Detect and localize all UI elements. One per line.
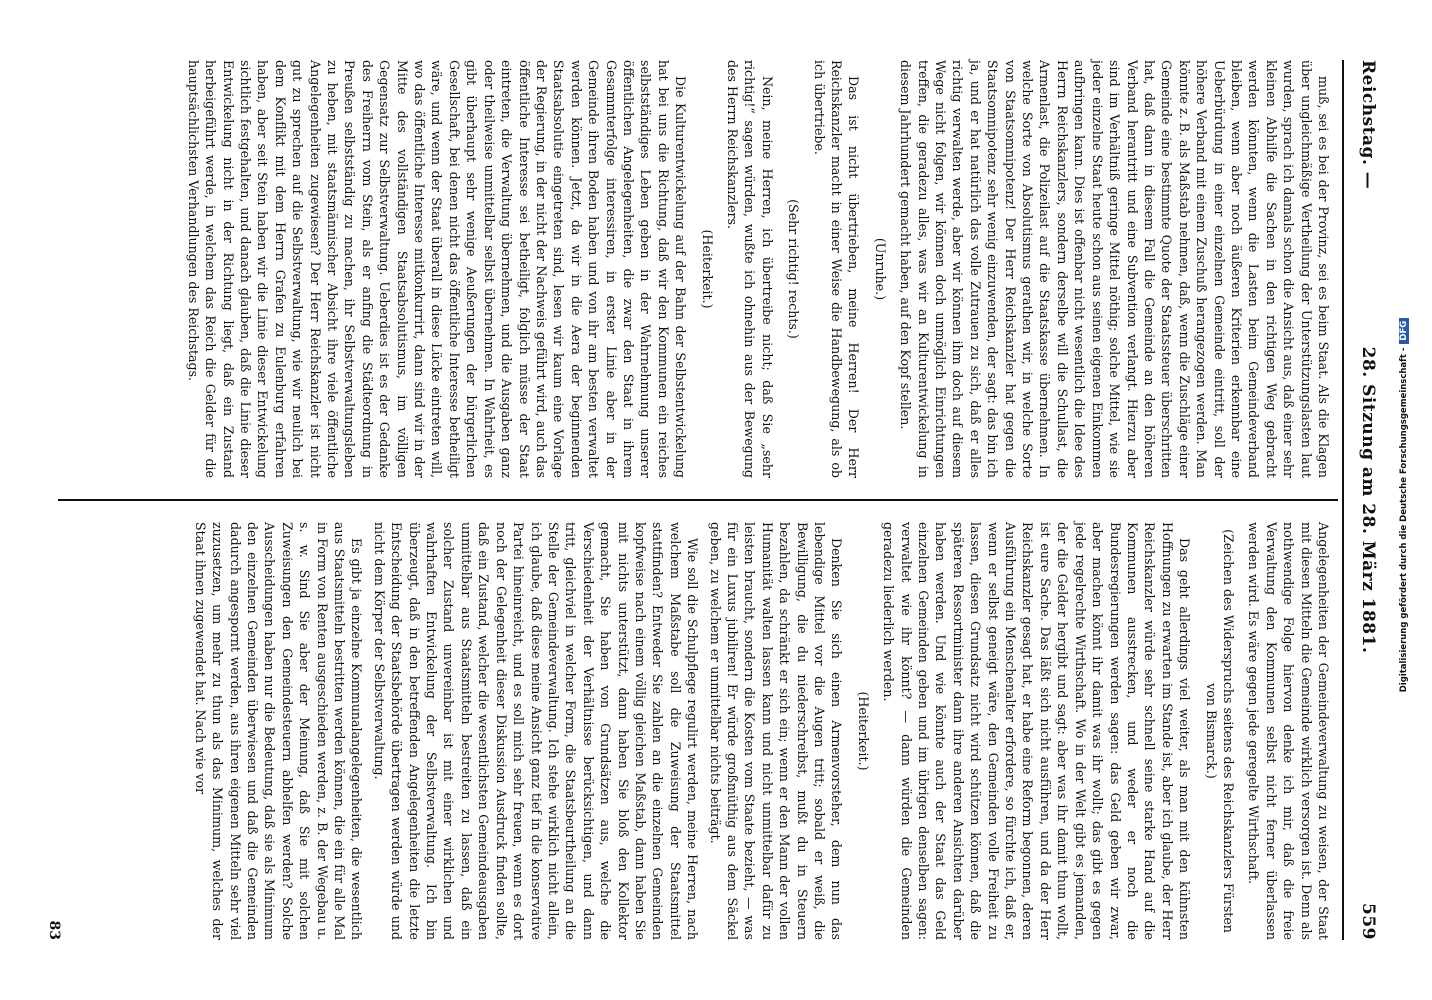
dfg-logo: DFG: [1399, 318, 1409, 344]
interjection: (Unruhe.): [872, 237, 888, 301]
paragraph: muß, sei es bei der Provinz, sei es beim Staat. Als die Klagen über ungleichmäßige Vertheilung der Unterstützungslasten laut wurden, sprach ich damals schon die Ansicht aus, daß einer sehr kleinen Abhilfe die Sachen in den richtigen Weg gebracht werden könnten, wenn die Lasten beim Gemeindeverband bleiben, wenn aber noch äußeren Kriterien erkennbar eine Ueberbürdung in einer einzelnen Gemeinde eintritt, soll der höhere Verband mit einem Zuschuß herangezogen werden. Man könnte z. B. als Maßstab nehmen, daß, wenn die Zuschläge einer Gemeinde eine bestimmte Quote der Staatssteuer überschritten hat, daß dann in diesem Fall die Gemeinde an den höheren Verband herantritt und eine Subvention verlangt. Hierzu aber sind im Verhältniß geringe Mittel nöthig; solche Mittel, wie sie jeder einzelne Staat heute schon aus seinen eigenen Einkommen aufbringen kann. Dies ist offenbar nicht wesentlich die Idee des Herrn Reichskanzlers, sondern derselbe will die Schullast, die Armenlast, die Polizeilast auf die Staatskasse übernehmen. In welche Sorte von Absolutismus gerathen wir, in welche Sorte von Staatsomnipotenz! Der Herr Reichskanzler hat gegen die Staatsomnipotenz sehr wenig einzuwenden, der sagt: das bin ich ja, und er hat natürlich das volle Zutrauen zu sich, daß er alles richtig verwalten werde, aber wir können ihm doch auf diesem Wege nicht folgen, wir können doch unmöglich Einrichtungen treffen, die geradezu alles, was wir an Kulturentwickelung in diesem Jahrhundert gemacht haben, auf den Kopf stellen.: [898, 60, 1331, 478]
header-rule: [1342, 60, 1344, 940]
paragraph: Es gibt ja einzelne Kommunalangelegenheiten, die wesentlich aus Staatsmitteln bestritten werden können, die ein für alle Mal in Form von Renten ausgeschieden werden, z. B. der Wegebau u. s. w. Sind Sie aber der Meinung, daß Sie mit solchen Zuweisungen den Gemeindesteuern abhelfen werden? Solche Ausscheidungen haben nur die Bedeutung, daß sie als Minimum den einzelnen Gemeinden überwiesen und daß die Gemeinden dadurch angespornt werden, aus ihren eigenen Mitteln sehr viel zuzusetzen, um mehr zu thun als das Minimum, welches der Staat ihnen zugewendet hat. Nach wie vor: [192, 522, 365, 940]
signature-mark: 83: [46, 920, 62, 940]
paragraph: Denken Sie sich einen Armenvorsteher, dem nun das lebendige Mittel vor die Augen tritt; sobald er weiß, die Bewilligung, die du niederschreibst, mußt du in Steuern bezahlen, da schränkt er sich ein; wenn er den Mann der vollen Humanität walten lassen kann und nicht unmittelbar dafür zu leisten braucht, sondern die Kosten vom Staate bezieht, — was für ein Luxus jubiliren! Er würde großmüthig aus dem Säckel geben, zu welchem er unmittelbar nichts beiträgt.: [707, 522, 845, 940]
paragraph: Angelegenheiten der Gemeindeverwaltung zu weisen, der Staat mit diesen Mitteln die Gemeinde wirklich versorgen ist. Denn als nothwendige Folge hiervon denke ich mir, daß die freie Verwaltung den Kommunen selbst nicht ferner überlassen werden wird. Es wäre gegen jede geregelte Wirthschaft.: [1246, 522, 1331, 940]
page-number: 559: [1358, 903, 1378, 940]
page-header: [1348, 60, 1378, 940]
header-title: 28. Sitzung am 28. März 1881.: [1358, 346, 1378, 654]
header-left: Reichstag. —: [1358, 60, 1378, 190]
paragraph: Das ist nicht übertrieben, meine Herren! Der Herr Reichskanzler macht in einer Weise die Handbewegung, als ob ich übertriebe.: [811, 60, 862, 478]
paragraph: Das geht allerdings viel weiter, als man mit den kühnsten Hoffnungen zu erwarten im Stande ist, aber ich glaube, der Herr Reichskanzler würde sehr schnell seine starke Hand auf die Kommunen ausstrecken, und weder er noch die Bundesregierungen werden sagen: das Geld geben wir zwar, aber machen könnt ihr damit was ihr wollt; das gibt es gegen jede regelrechte Wirthschaft. Wo in der Welt gibt es jemanden, der die Gelder hergibt und sagt: aber was ihr damit thun wollt, ist eure Sache. Das läßt sich nicht ausführen, und da der Herr Reichskanzler gesagt hat, er habe eine Reform begonnen, deren Ausführung ein Menschenalter erfordere, so fürchte ich, daß er, wenn er selbst geneigt wäre, den Gemeinden volle Freiheit zu lassen, diesen Grundsatz nicht wird schützen können, daß die späteren Ressortminister dann ihre anderen Ansichten darüber haben werden. Und wie könnte auch der Staat das Geld einzelnen Gemeinden geben und im übrigen denselben sagen: verwaltet wie ihr könnt? — dann würden die Gemeinden geradezu liederlich werden.: [881, 522, 1193, 940]
paragraph: Nein, meine Herren, ich übertreibe nicht; daß Sie „sehr richtig!“ sagen würden, wußte ich ohnehin aus der Bewegung des Herrn Reichskanzlers.: [725, 60, 775, 478]
column-divider: [58, 499, 1338, 501]
interjection: (Heiterkeit.): [699, 229, 715, 309]
document-page: [16, 20, 1416, 980]
right-column: [186, 522, 1332, 940]
paragraph: Wie soll die Schulpflege regulirt werden, meine Herren, nach welchem Maßstabe soll die Zuweisung der Staatsmittel stattfinden? Entweder Sie zahlen an die einzelnen Gemeinden kopfweise nach einem völlig gleichen Maßstab, dann haben Sie mit nichts unterstützt, dann haben Sie bloß den Kollektor gemacht, Sie haben von Grundsätzen aus, welche die Verschiedenheit der Verhältnisse berücksichtigen, und dann tritt, gleichviel in welcher Form, die Staatsbeurtheilung an die Stelle der Gemeindeverwaltung. Ich stehe wirklich nicht allein, ich glaube, daß diese meine Ansicht ganz tief in die konservative Partei hineinreicht, und es soll mich sehr freuen, wenn es dort noch der Gelegenheit dieser Diskussion Ausdruck finden sollte, daß ein Zustand, welcher die wesentlichsten Gemeindeausgaben unmittelbar aus Staatsmitteln bestreiten zu lassen, daß ein solcher Zustand unvereinbar ist mit einer wirklichen und wahrhaften Entwickelung der Selbstverwaltung. Ich bin überzeugt, daß in den betreffenden Angelegenheiten die letzte Entscheidung der Staatsbehörde übertragen werden würde und nicht dem Körper der Selbstverwaltung.: [371, 522, 701, 940]
paragraph: Die Kulturentwickelung auf der Bahn der Selbstentwickelung hat bei uns die Richtung, daß wir den Kommunen ein reiches selbstständiges Leben geben in der Wahrnehmung unserer öffentlichen Angelegenheiten, die zwar den Staat in ihrem Gesammterfolge interessiren, in erster Linie aber in der Gemeinde ihren Boden haben und von ihr am besten verwaltet werden können. Jetzt, da wir in die Aera der beginnenden Staatsabsolutie eingetreten sind, lesen wir kaum eine Vorlage der Regierung, in der nicht der Nachweis geführt wird, auch das öffentliche Interesse sei betheiligt, folglich müsse der Staat eintreten, die Verwaltung übernehmen, und die Ausgaben ganz oder theilweise unmittelbar selbst übernehmen. In Wahrheit, es gibt überhaupt sehr wenige Aeußerungen der bürgerlichen Gesellschaft, bei denen nicht das öffentliche Interesse betheiligt wäre, und wenn der Staat überall in diese Lücke eintreten will, wo das öffentliche Interesse mitkonkurrirt, dann sind wir in der Mitte des vollständigen Staatsabsolutismus, im völligen Gegensatz zur Selbstverwaltung. Ueberdies ist es der Gedanke des Freiherrn vom Stein, als er anfing die Städteordnung in Preußen selbstständig zu machen, ihr Selbstverwaltungsleben zu heben, mit staatsmännischer Absicht ihre viele öffentliche Angelegenheiten zugewiesen? Der Herr Reichskanzler ist nicht gut zu sprechen auf die Selbstverwaltung, wie wir neulich bei dem Konflikt mit dem Herrn Grafen zu Eulenburg erfahren haben, aber seit Stein haben wir die Linie dieser Entwickelung sichtlich festgehalten, und danach glauben, daß die Linie dieser Entwickelung nicht in der Richtung liegt, daß ein Zustand herbeigeführt werde, in welchem das Reich die Gelder für die hauptsächlichsten Verhandlungen des Reichstags.: [185, 60, 689, 478]
interjection: (Sehr richtig! rechts.): [786, 199, 802, 339]
interjection: (Heiterkeit.): [855, 691, 871, 771]
dfg-credit: [1399, 55, 1409, 955]
left-column: [179, 60, 1332, 478]
credit-text: Digitalisierung gefördert durch die Deutsche Forschungsgemeinschaft -: [1399, 347, 1409, 693]
interjection: (Zeichen des Widerspruchs seitens des Reichskanzlers Fürsten von Bismarck.): [1203, 529, 1236, 933]
